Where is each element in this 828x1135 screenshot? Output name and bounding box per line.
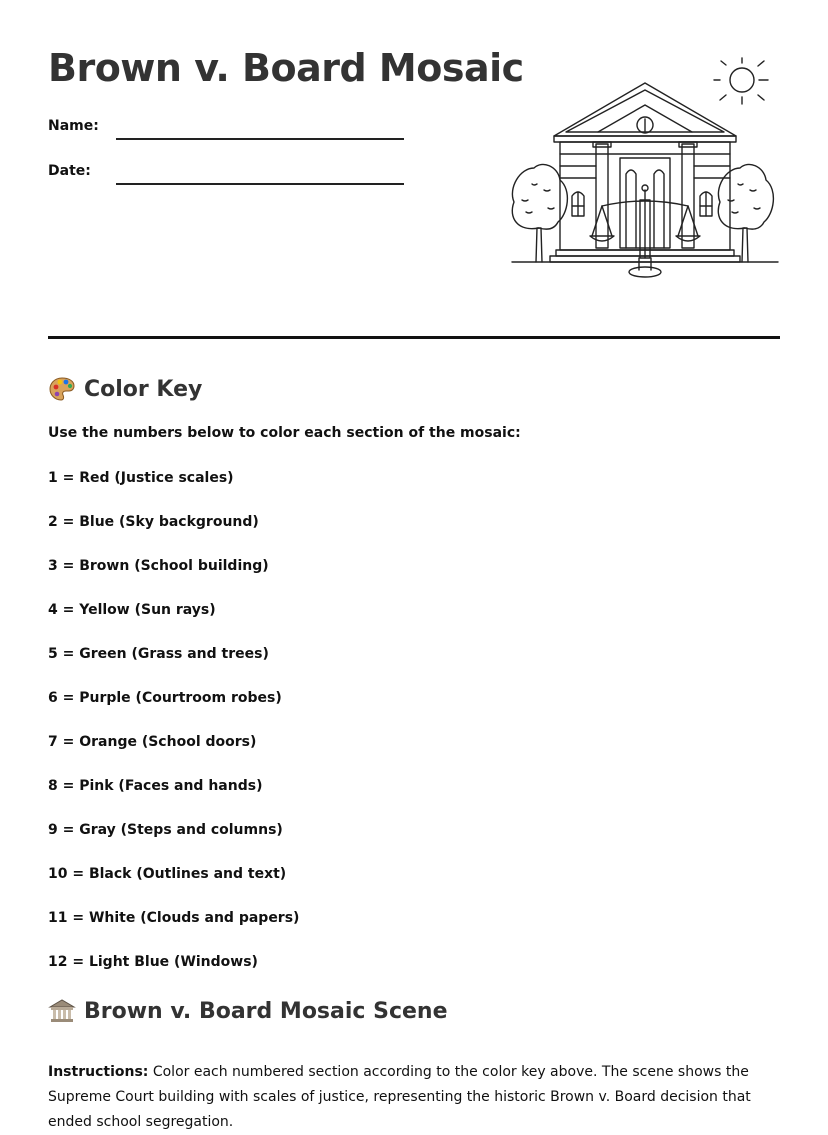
color-key-heading-text: Color Key bbox=[84, 376, 203, 402]
courthouse-with-scales-icon bbox=[506, 50, 782, 286]
tree-right-icon bbox=[718, 164, 773, 262]
date-label: Date: bbox=[48, 163, 91, 179]
scales-of-justice-icon bbox=[590, 185, 700, 258]
page-title: Brown v. Board Mosaic bbox=[48, 46, 524, 90]
date-line[interactable] bbox=[116, 183, 404, 185]
color-key-item: 3 = Brown (School building) bbox=[48, 558, 269, 574]
color-key-item: 5 = Green (Grass and trees) bbox=[48, 646, 269, 662]
color-key-intro: Use the numbers below to color each section of the mosaic: bbox=[48, 425, 521, 441]
color-key-heading bbox=[48, 375, 202, 403]
color-key-item: 9 = Gray (Steps and columns) bbox=[48, 822, 283, 838]
instructions-paragraph bbox=[48, 1060, 788, 1135]
classical-building-icon bbox=[48, 997, 76, 1025]
section-divider bbox=[48, 336, 780, 339]
name-field[interactable] bbox=[48, 118, 408, 148]
mosaic-scene-heading bbox=[48, 997, 448, 1025]
color-key-item: 2 = Blue (Sky background) bbox=[48, 514, 259, 530]
name-label: Name: bbox=[48, 118, 99, 134]
color-key-item: 7 = Orange (School doors) bbox=[48, 734, 257, 750]
color-key-item: 4 = Yellow (Sun rays) bbox=[48, 602, 216, 618]
color-key-item: 6 = Purple (Courtroom robes) bbox=[48, 690, 282, 706]
artist-palette-icon bbox=[48, 375, 76, 403]
color-key-item: 1 = Red (Justice scales) bbox=[48, 470, 234, 486]
instructions-text: Color each numbered section according to the color key above. The scene shows the Supreme Court building with scales of justice, representing the historic Brown v. Board decision that ended school segregation. bbox=[48, 1064, 751, 1130]
color-key-item: 8 = Pink (Faces and hands) bbox=[48, 778, 263, 794]
color-key-item: 10 = Black (Outlines and text) bbox=[48, 866, 287, 882]
date-field[interactable] bbox=[48, 163, 408, 193]
sun-icon bbox=[714, 58, 768, 104]
tree-left-icon bbox=[512, 164, 567, 262]
color-key-list bbox=[48, 469, 299, 997]
color-key-item: 12 = Light Blue (Windows) bbox=[48, 954, 258, 970]
mosaic-scene-heading-text: Brown v. Board Mosaic Scene bbox=[84, 998, 448, 1024]
instructions-label: Instructions: bbox=[48, 1064, 149, 1080]
color-key-item: 11 = White (Clouds and papers) bbox=[48, 910, 300, 926]
name-line[interactable] bbox=[116, 138, 404, 140]
